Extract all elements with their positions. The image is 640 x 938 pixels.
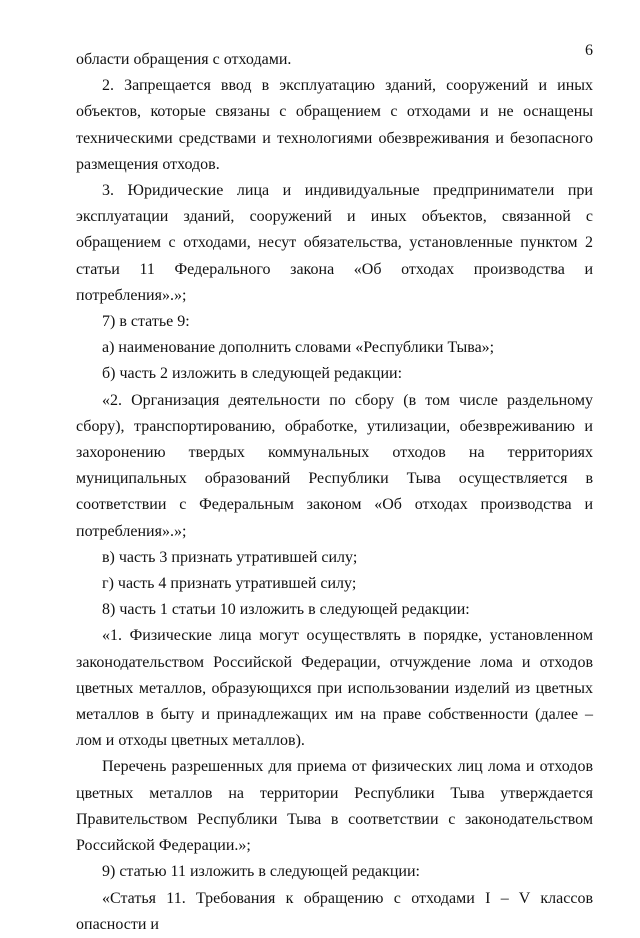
paragraph-quote-article-11-title: «Статья 11. Требования к обращению с отходами I – V классов опасности и xyxy=(76,889,593,933)
paragraph-article-9: 7) в статье 9: xyxy=(102,313,190,331)
paragraph-sub-g: г) часть 4 признать утратившей силу; xyxy=(102,575,357,593)
paragraph-sub-v: в) часть 3 признать утратившей силу; xyxy=(102,548,358,566)
paragraph-sub-a: а) наименование дополнить словами «Республики Тыва»; xyxy=(102,339,495,357)
paragraph-item-2: 2. Запрещается ввод в эксплуатацию зданий, сооружений и иных объектов, которые связаны с обращением с отходами и не оснащены техническими средствами и технологиями обезвреживания и безопасного размещения отходов. xyxy=(76,77,593,173)
paragraph-quote-part-2: «2. Организация деятельности по сбору (в том числе раздельному сбору), транспортированию, обработке, утилизации, обезвреживанию и захоронению твердых коммунальных отходов на территориях муниципальных образований Республики Тыва осуществляется в соответствии с Федеральным законом «Об отходах производства и потребления».»; xyxy=(76,391,593,540)
document-body xyxy=(76,47,593,938)
paragraph-sub-b: б) часть 2 изложить в следующей редакции: xyxy=(102,365,403,383)
paragraph-article-10: 8) часть 1 статьи 10 изложить в следующей редакции: xyxy=(102,601,470,619)
paragraph-quote-part-1: «1. Физические лица могут осуществлять в порядке, установленном законодательством Российской Федерации, отчуждение лома и отходов цветных металлов, образующихся при использовании изделий из цветных металлов в быту и принадлежащих им на праве собственности (далее – лом и отходы цветных металлов). xyxy=(76,627,593,750)
paragraph-continuation: области обращения с отходами. xyxy=(76,51,292,68)
paragraph-article-11: 9) статью 11 изложить в следующей редакции: xyxy=(102,863,420,881)
paragraph-list-approval: Перечень разрешенных для приема от физических лиц лома и отходов цветных металлов на территории Республики Тыва утверждается Правительством Республики Тыва в соответствии с законодательством Российской Федерации.»; xyxy=(76,758,593,855)
page-number: 6 xyxy=(585,42,593,59)
paragraph-item-3: 3. Юридические лица и индивидуальные предприниматели при эксплуатации зданий, сооружений и иных объектов, связанной с обращением с отходами, несут обязательства, установленные пунктом 2 статьи 11 Федерального закона «Об отходах производства и потребления».»; xyxy=(76,182,593,304)
